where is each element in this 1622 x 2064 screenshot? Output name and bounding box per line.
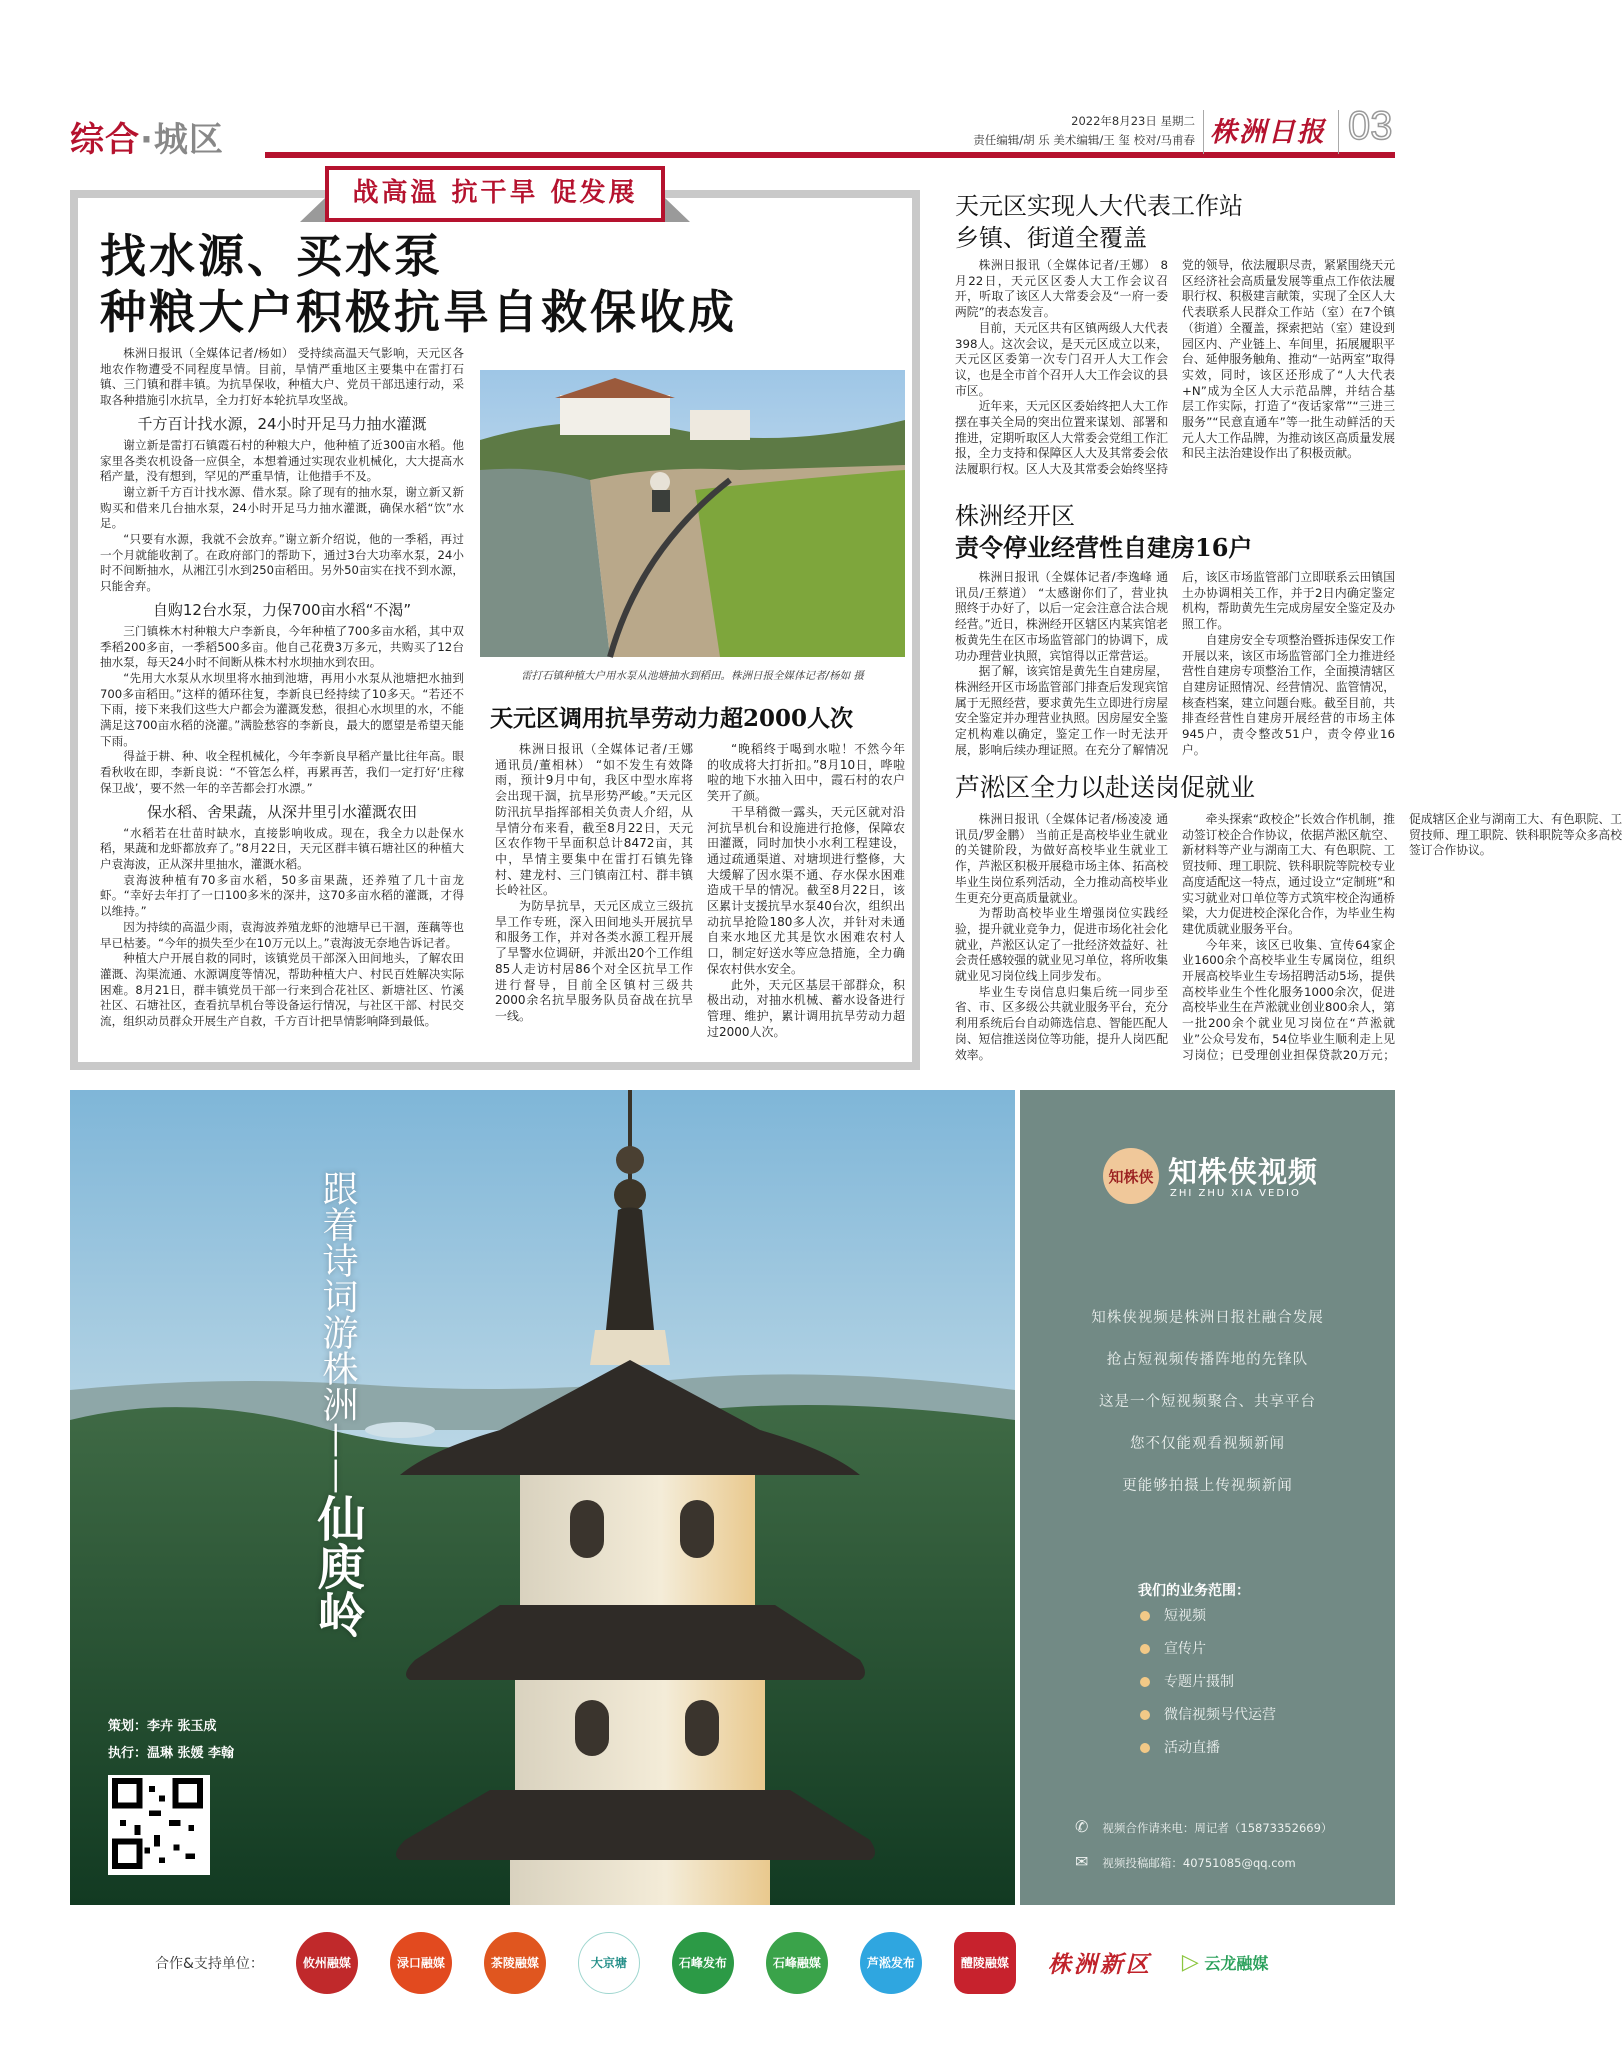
ad-poem-line: 跟着诗词游株洲 [317, 1170, 358, 1422]
section-name: 综合 [70, 120, 140, 160]
partner-name: 攸州融媒 [302, 1955, 351, 1970]
tag-shoulder [300, 198, 325, 222]
npc-article-body [955, 258, 1395, 478]
partner-logo [860, 1932, 922, 1994]
partner-name: 芦淞发布 [866, 1955, 915, 1970]
slogan-line: 更能够拍摄上传视频新闻 [1122, 1478, 1293, 1494]
zone-article-title [955, 500, 1395, 564]
ad-vertical-title [300, 1170, 365, 1638]
business-item: 专题片摄制 [1140, 1666, 1276, 1699]
paragraph: 自建房安全专项整治暨拆违保安工作开展以来，该区市场监管部门全力推进经营性自建房专项整治工作，全面摸清辖区自建房证照情况、经营情况、监管情况，核查档案，建立问题台账。截至目前，共排查经营性自建房开展经营的市场主体945户，责令整改51户，责令停业16户。 [1182, 632, 1395, 757]
paragraph: 为帮助高校毕业生增强岗位实践经验，提升就业竞争力，促进市场化社会化就业，芦淞区认定了一批经济效益好、社会责任感较强的就业见习单位，将所收集就业见习岗位线上同步发布。 [955, 906, 1168, 984]
topic-tag-label: 战高温 抗干旱 促发展 [329, 170, 661, 218]
partner-name: 大京塘 [590, 1955, 627, 1970]
title-line: 责令停业经营性自建房16户 [955, 533, 1253, 562]
video-brand-panel [1020, 1090, 1395, 1905]
page-number: 03 [1348, 104, 1393, 148]
paragraph: “先用大水泵从水坝里将水抽到池塘，再用小水泵从池塘把水抽到700多亩稻田。”这样的循环往复，李新良已经持续了10多天。“若还不下雨，接下来我们这些大户都会为灌溉发愁，很担心水坝里的水，不能满足这700亩水稻的浇灌。”满脸愁容的李新良，最大的愿望是希望天能下雨。 [100, 670, 464, 748]
tourism-ad-photo [70, 1090, 1015, 1905]
brand-name-en: ZHI ZHU XIA VEDIO [1170, 1188, 1301, 1199]
divider [1338, 110, 1339, 154]
brand-logo-text: 知株侠 [1108, 1167, 1154, 1186]
partner-logo: 株洲新区 [1047, 1951, 1152, 1978]
subheading: 自购12台水泵，力保700亩水稻“不渴” [152, 600, 412, 619]
paragraph: 谢立新是雷打石镇霞石村的种粮大户，他种植了近300亩水稻。他家里各类农机设备一应俱全，本想着通过实现农业机械化，大大提高水稻产量，没有想到，罕见的严重旱情，让他措手不及。 [100, 437, 464, 484]
partner-name: 石峰融媒 [772, 1955, 821, 1970]
slogan-line: 这是一个短视频聚合、共享平台 [1099, 1394, 1316, 1410]
slogan-line: 抢占短视频传播阵地的先锋队 [1106, 1352, 1309, 1368]
jobs-article-body [955, 812, 1622, 1074]
jobs-article-title: 芦淞区全力以赴送岗促就业 [955, 773, 1256, 802]
npc-article-title [955, 190, 1395, 254]
headline-line-1: 找水源、买水泵 [100, 229, 443, 283]
section-title [70, 112, 224, 161]
zone-article-body [955, 570, 1395, 762]
play-icon: ▷ [1181, 1950, 1199, 1975]
section-sub: ·城区 [140, 120, 224, 160]
ad-dash: —— [317, 1422, 358, 1494]
partner-name: 茶陵融媒 [490, 1955, 539, 1970]
subheading: 千方百计找水源，24小时开足马力抽水灌溉 [137, 414, 427, 433]
issue-meta [900, 112, 1195, 150]
partner-name: 石峰发布 [678, 1955, 727, 1970]
paragraph: 株洲日报讯（全媒体记者/王娜） 8月22日，天元区区委人大工作会议召开，听取了该区人大常委会及“一府一委两院”的表态发言。 [955, 258, 1168, 320]
partner-logo [390, 1932, 452, 1994]
contacts [1075, 1810, 1332, 1880]
paragraph: 今年来，该区已收集、宣传64家企业1600余个高校毕业生专属岗位，组织开展高校毕业生专场招聘活动5场，提供高校毕业生个性化服务1000余次，促进高校毕业生在芦淞就业创业800余人，第一批200余个就业见习岗位在“芦淞就业”公众号发布，54位毕业生顺利走上见习岗位；已受理创业担保贷款20万元；促成辖区企业与湖南工大、有色职院、工贸技师、理工职院、铁科职院等众多高校签订合作协议。 [1182, 812, 1622, 1062]
labor-article-body [495, 742, 905, 1042]
headline-line-2: 种粮大户积极抗旱自救保收成 [100, 285, 737, 339]
divider [1203, 110, 1204, 154]
partner-logo [766, 1932, 828, 1994]
paragraph: 毕业生专岗信息归集后统一同步至省、市、区多级公共就业服务平台，充分利用系统后台自动筛选信息、智能匹配人岗、短信推送岗位等功能，提升人岗匹配效率。 [955, 984, 1168, 1062]
paragraph: 目前，天元区共有区镇两级人大代表398人。这次会议，是天元区成立以来，天元区区委第一次专门召开人大工作会议，也是全市首个召开人大工作会议的县市区。 [955, 320, 1168, 398]
topic-tag [300, 166, 690, 222]
paragraph: “晚稻终于喝到水啦！不然今年的收成将大打折扣。”8月10日，哗啦啦的地下水抽入田中，霞石村的农户笑开了颜。 [707, 742, 905, 804]
partners-bar [70, 1915, 1400, 2010]
partner-logo [954, 1932, 1016, 1994]
partner-logo [1182, 1950, 1269, 1975]
paragraph: 株洲日报讯（全媒体记者/杨凌凌 通讯员/罗金鹏） 当前正是高校毕业生就业的关键阶段，为做好高校毕业生就业工作，芦淞区积极开展稳市场主体、拓高校毕业生岗位系列活动，全力推动高校毕业生更充分更高质量就业。 [955, 812, 1168, 905]
paragraph: 三门镇株木村种粮大户李新良，今年种植了700多亩水稻，其中双季稻200多亩，一季稻500多亩。他自己花费3万多元，共购买了12台抽水泵，每天24小时不间断从株木村水坝抽水到农田。 [100, 623, 464, 670]
photo-caption: 雷打石镇种植大户用水泵从池塘抽水到稻田。株洲日报全媒体记者/杨如 摄 [521, 670, 864, 682]
slogan-line: 您不仅能观看视频新闻 [1130, 1436, 1285, 1452]
business-item: 微信视频号代运营 [1140, 1699, 1276, 1732]
newspaper-logo: 株洲日报 [1210, 117, 1326, 148]
paragraph: 种植大户开展自救的同时，该镇党员干部深入田间地头，了解农田灌溉、沟渠流通、水源调度等情况，帮助种植大户、村民百姓解决实际困难。8月21日，群丰镇党员干部一行来到合花社区、新塘社区、竹溪社区、石塘社区，查看抗旱机台等设备运行情况，与社区干部、村民交流，组织动员群众开展生产自救，千方百计把旱情影响降到最低。 [100, 951, 464, 1029]
partner-name: 渌口融媒 [396, 1955, 445, 1970]
paragraph: 干旱稍微一露头，天元区就对沿河抗旱机台和设施进行抢修，保障农田灌溉，同时加快小水利工程建设，通过疏通渠道、对塘坝进行整修，大大缓解了因水渠不通、存水保水困难造成干旱的情况。截至8月22日，该区累计支援抗旱水泵40台次，组织出动抗旱抢险180多人次，并针对未通自来水地区尤其是饮水困难农村人口，制定好送水等应急措施，全力确保农村供水安全。 [707, 804, 905, 976]
business-item: 宣传片 [1140, 1633, 1276, 1666]
paragraph: 株洲日报讯（全媒体记者/王娜 通讯员/董相林） “如不发生有效降雨，预计9月中旬，我区中型水库将会出现干涸，抗旱形势严峻。”天元区防汛抗旱指挥部相关负责人介绍，从旱情分布来看，截至8月22日，天元区农作物干旱面积总计8472亩，其中，旱情主要集中在雷打石镇先锋村、建龙村、三门镇南江村、群丰镇长岭社区。 [495, 742, 693, 898]
phone-contact[interactable]: 视频合作请来电：周记者（15873352669） [1102, 1821, 1333, 1835]
paragraph: 株洲日报讯（全媒体记者/杨如） 受持续高温天气影响，天元区各地农作物遭受不同程度旱情。目前，旱情严重地区主要集中在雷打石镇、三门镇和群丰镇。为抗旱保收，种植大户、党员干部迅速行动，采取各种措施引水抗旱，全力打好本轮抗旱攻坚战。 [100, 346, 464, 408]
partner-name: 云龙融媒 [1204, 1954, 1269, 1973]
ad-place-name: 仙庾岭 [309, 1494, 365, 1638]
business-item: 短视频 [1140, 1600, 1276, 1633]
partners-label: 合作&支持单位： [155, 1955, 264, 1972]
header-rule [265, 152, 1395, 158]
issue-date: 2022年8月23日 星期二 [1071, 114, 1195, 128]
drought-photo [480, 370, 905, 657]
editor-credits: 责任编辑/胡 乐 美术编辑/王 玺 校对/马甫春 [973, 133, 1195, 147]
tag-shoulder [665, 198, 690, 222]
brand-name: 知株侠视频 [1168, 1155, 1319, 1189]
paragraph: 得益于耕、种、收全程机械化，今年李新良早稻产量比往年高。眼看秋收在即，李新良说：“不管怎么样，再累再苦，我们一定打好‘庄稼保卫战’，要不然一年的辛苦都会打水漂。” [100, 749, 464, 795]
title-line: 乡镇、街道全覆盖 [955, 224, 1147, 252]
business-scope-list [1140, 1600, 1276, 1765]
paragraph: 牵头探索“政校企”长效合作机制，推动签订校企合作协议，依据芦淞区航空、新材料等产业与湖南工大、有色职院、工贸技师、理工职院、铁科职院等院校专业高度适配这一特点，通过设立“定制班”和实习就业对口单位等方式筑牢校企沟通桥梁，大力促进校企深化合作，为毕业生构建优质就业服务平台。 [1182, 812, 1395, 936]
title-line: 天元区实现人大代表工作站 [955, 192, 1243, 220]
labor-article-title: 天元区调用抗旱劳动力超2000人次 [490, 705, 854, 732]
partner-name: 醴陵融媒 [960, 1955, 1009, 1970]
paragraph: 为防旱抗旱，天元区成立三级抗旱工作专班，深入田间地头开展抗旱和服务工作，并对各类水源工程开展了旱警水位调研，并派出20个工作组85人走访村居86个对全区抗旱工作进行督导，目前全区镇村三级共2000余名抗旱服务队员奋战在抗旱一线。 [495, 899, 693, 1023]
subheading: 保水稻、舍果蔬，从深井里引水灌溉农田 [146, 802, 417, 821]
paragraph: 因为持续的高温少雨，袁海波养殖龙虾的池塘早已干涸，莲藕等也早已枯萎。“今年的损失至少在10万元以上。”袁海波无奈地告诉记者。 [100, 919, 464, 950]
slogan-line: 知株侠视频是株洲日报社融合发展 [1091, 1310, 1324, 1326]
partner-logo [296, 1932, 358, 1994]
headline [100, 228, 737, 340]
paragraph: 袁海波种植有70多亩水稻，50多亩果蔬，还养殖了几十亩龙虾。“幸好去年打了一口100多米的深井，这70多亩水稻的灌溉，才得以维持。” [100, 872, 464, 919]
brand-logo [1103, 1148, 1159, 1204]
planner-credit: 策划：李卉 张玉成 [108, 1719, 217, 1734]
ad-credits [108, 1713, 234, 1767]
paragraph: “只要有水源，我就不会放弃。”谢立新介绍说，他的一季稻，再过一个月就能收割了。在政府部门的帮助下，通过3台大功率水泵，24小时不间断抽水，从湘江引水到250亩稻田。另外50亩实在找不到水源，只能舍弃。 [100, 532, 464, 594]
partner-logo [672, 1932, 734, 1994]
paragraph: 株洲日报讯（全媒体记者/李逸峰 通讯员/王蔡道） “太感谢你们了，营业执照终于办好了，以后一定会注意合法合规经营。”近日，株洲经开区辖区内某宾馆老板黄先生在区市场监管部门的协调下，成功办理营业执照，宾馆得以正常营运。 [955, 570, 1168, 663]
paragraph: 近年来，天元区区委始终把人大工作摆在事关全局的突出位置来谋划、部署和推进，定期听取区人大常委会党组工作汇报，全力支持和保障区人大及其常委会依法履职行权。区人大及其常委会始终坚持党的领导，依法履职尽责，紧紧围绕天元区经济社会高质量发展等重点工作依法履职行权、积极建言献策，实现了全区人大代表联系人民群众工作站（室）在7个镇（街道）全覆盖，探索把站（室）建设到园区内、产业链上、车间里，拓展履职平台、延伸服务触角、推动“一站两室”取得实效，同时，该区还形成了“人大代表+N”成为全区人大示范品牌，并结合基层工作实际，打造了“夜话家常”“三进三服务”“民意直通车”等一批生动鲜活的天元人大工作品牌，为推动该区高质量发展和民主法治建设作出了积极贡献。 [955, 258, 1395, 477]
mail-icon: ✉ [1075, 1852, 1089, 1871]
paragraph: “水稻若在壮苗时缺水，直接影响收成。现在，我全力以赴保水稻，果蔬和龙虾都放弃了。”8月22日，天元区群丰镇石塘社区的种植大户袁海波，正从深井里抽水，灌溉水稻。 [100, 825, 464, 871]
feature-body [100, 346, 464, 1042]
title-line: 株洲经开区 [955, 502, 1075, 530]
slogans [1020, 1297, 1395, 1507]
partner-logo [578, 1932, 640, 1994]
paragraph: 此外，天元区基层干部群众，积极出动，对抽水机械、蓄水设备进行管理、维护，累计调用抗旱劳动力超过2000人次。 [707, 977, 905, 1039]
email-contact[interactable]: 视频投稿邮箱：40751085@qq.com [1102, 1856, 1296, 1870]
partner-logo [484, 1932, 546, 1994]
paragraph: 据了解，该宾馆是黄先生自建房屋，株洲经开区市场监管部门排查后发现宾馆属于无照经营，要求黄先生立即进行房屋安全鉴定并办理营业执照。因房屋安全鉴定机构难以确定，鉴定工作一时无法开展，影响后续办理证照。在充分了解情况后，该区市场监管部门立即联系云田镇国土办协调相关工作，并于2日内确定鉴定机构，帮助黄先生完成房屋安全鉴定及办照工作。 [955, 570, 1395, 757]
business-item: 活动直播 [1140, 1732, 1276, 1765]
executor-credit: 执行：温琳 张媛 李翰 [108, 1746, 235, 1761]
qr-code[interactable] [108, 1775, 210, 1875]
phone-icon: ✆ [1075, 1817, 1089, 1836]
paragraph: 谢立新千方百计找水源、借水泵。除了现有的抽水泵，谢立新又新购买和借来几台抽水泵，24小时开足马力抽水灌溉，确保水稻“饮”水足。 [100, 484, 464, 531]
business-scope-title: 我们的业务范围： [1138, 1583, 1250, 1599]
